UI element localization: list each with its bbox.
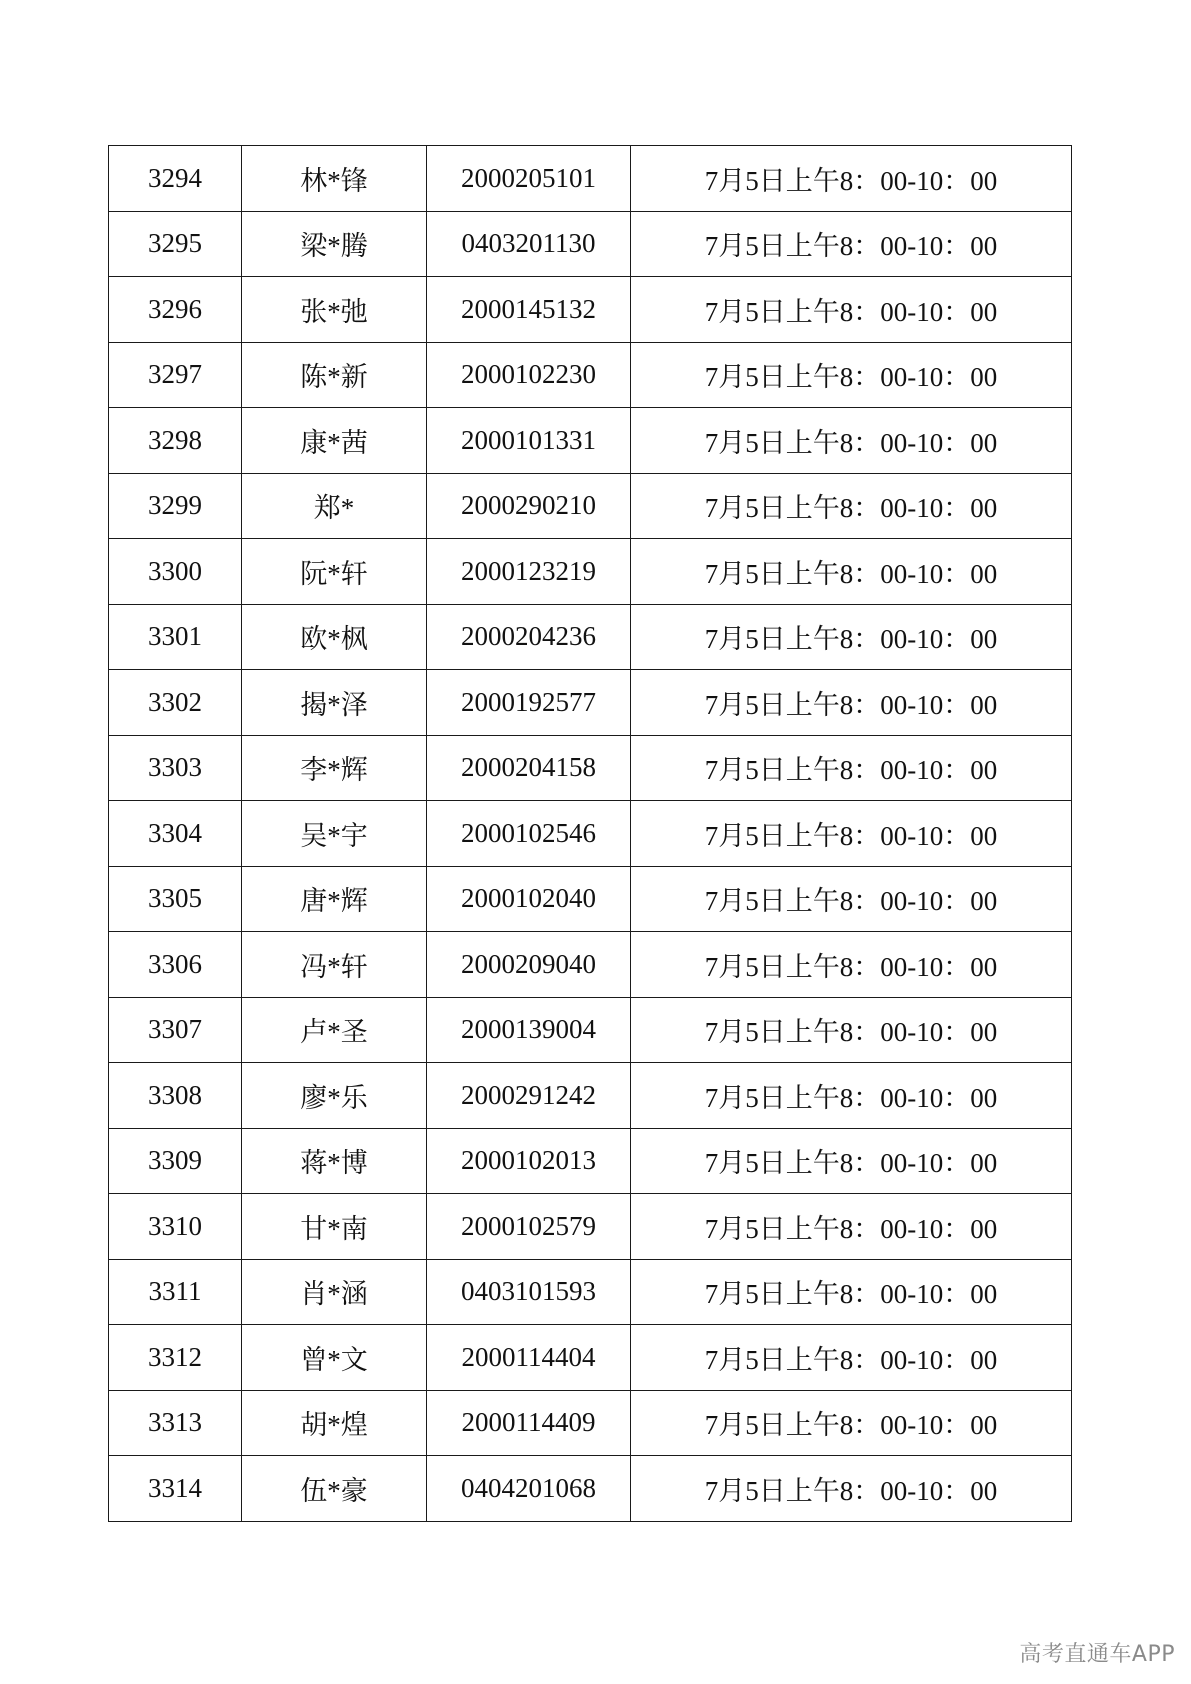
- cell-exam-time: 7月5日上午8：00-10：00: [631, 539, 1072, 605]
- cell-id-number: 2000123219: [427, 539, 631, 605]
- cell-id-number: 0404201068: [427, 1456, 631, 1522]
- cell-serial-number: 3296: [109, 277, 242, 343]
- cell-serial-number: 3295: [109, 211, 242, 277]
- cell-serial-number: 3300: [109, 539, 242, 605]
- table-row: [109, 539, 1072, 605]
- table-row: [109, 473, 1072, 539]
- cell-id-number: 2000204158: [427, 735, 631, 801]
- cell-name: 李*辉: [242, 735, 427, 801]
- cell-id-number: 2000139004: [427, 997, 631, 1063]
- cell-exam-time: 7月5日上午8：00-10：00: [631, 1194, 1072, 1260]
- table-row: [109, 1325, 1072, 1391]
- cell-name: 康*茜: [242, 408, 427, 474]
- cell-id-number: 2000102230: [427, 342, 631, 408]
- table-row: [109, 1063, 1072, 1129]
- cell-exam-time: 7月5日上午8：00-10：00: [631, 997, 1072, 1063]
- cell-id-number: 2000290210: [427, 473, 631, 539]
- cell-id-number: 2000114409: [427, 1390, 631, 1456]
- cell-id-number: 2000209040: [427, 932, 631, 998]
- cell-exam-time: 7月5日上午8：00-10：00: [631, 211, 1072, 277]
- cell-name: 张*弛: [242, 277, 427, 343]
- cell-serial-number: 3308: [109, 1063, 242, 1129]
- cell-name: 梁*腾: [242, 211, 427, 277]
- cell-serial-number: 3301: [109, 604, 242, 670]
- table-row: [109, 801, 1072, 867]
- cell-name: 肖*涵: [242, 1259, 427, 1325]
- cell-serial-number: 3306: [109, 932, 242, 998]
- cell-exam-time: 7月5日上午8：00-10：00: [631, 1063, 1072, 1129]
- cell-exam-time: 7月5日上午8：00-10：00: [631, 408, 1072, 474]
- cell-id-number: 2000101331: [427, 408, 631, 474]
- cell-exam-time: 7月5日上午8：00-10：00: [631, 146, 1072, 212]
- cell-exam-time: 7月5日上午8：00-10：00: [631, 1390, 1072, 1456]
- cell-id-number: 2000145132: [427, 277, 631, 343]
- cell-serial-number: 3297: [109, 342, 242, 408]
- cell-name: 蒋*博: [242, 1128, 427, 1194]
- table-row: [109, 604, 1072, 670]
- cell-exam-time: 7月5日上午8：00-10：00: [631, 277, 1072, 343]
- table-row: [109, 1456, 1072, 1522]
- cell-exam-time: 7月5日上午8：00-10：00: [631, 1259, 1072, 1325]
- cell-serial-number: 3311: [109, 1259, 242, 1325]
- cell-serial-number: 3309: [109, 1128, 242, 1194]
- cell-exam-time: 7月5日上午8：00-10：00: [631, 473, 1072, 539]
- cell-name: 唐*辉: [242, 866, 427, 932]
- cell-exam-time: 7月5日上午8：00-10：00: [631, 670, 1072, 736]
- cell-exam-time: 7月5日上午8：00-10：00: [631, 735, 1072, 801]
- cell-id-number: 2000192577: [427, 670, 631, 736]
- cell-id-number: 2000102013: [427, 1128, 631, 1194]
- table-row: [109, 866, 1072, 932]
- cell-name: 吴*宇: [242, 801, 427, 867]
- cell-exam-time: 7月5日上午8：00-10：00: [631, 1128, 1072, 1194]
- cell-serial-number: 3303: [109, 735, 242, 801]
- cell-id-number: 0403101593: [427, 1259, 631, 1325]
- cell-id-number: 2000205101: [427, 146, 631, 212]
- roster-table-body: [109, 146, 1072, 1522]
- cell-name: 冯*轩: [242, 932, 427, 998]
- table-row: [109, 1390, 1072, 1456]
- roster-table: [108, 145, 1072, 1522]
- cell-name: 阮*轩: [242, 539, 427, 605]
- cell-name: 曾*文: [242, 1325, 427, 1391]
- cell-name: 揭*泽: [242, 670, 427, 736]
- cell-name: 卢*圣: [242, 997, 427, 1063]
- cell-id-number: 2000102579: [427, 1194, 631, 1260]
- cell-serial-number: 3313: [109, 1390, 242, 1456]
- cell-exam-time: 7月5日上午8：00-10：00: [631, 932, 1072, 998]
- cell-name: 廖*乐: [242, 1063, 427, 1129]
- table-row: [109, 1259, 1072, 1325]
- cell-serial-number: 3312: [109, 1325, 242, 1391]
- cell-name: 伍*豪: [242, 1456, 427, 1522]
- cell-id-number: 2000204236: [427, 604, 631, 670]
- cell-id-number: 0403201130: [427, 211, 631, 277]
- table-row: [109, 277, 1072, 343]
- cell-serial-number: 3314: [109, 1456, 242, 1522]
- table-row: [109, 342, 1072, 408]
- cell-exam-time: 7月5日上午8：00-10：00: [631, 1456, 1072, 1522]
- table-row: [109, 1194, 1072, 1260]
- table-row: [109, 211, 1072, 277]
- cell-serial-number: 3304: [109, 801, 242, 867]
- cell-id-number: 2000291242: [427, 1063, 631, 1129]
- cell-serial-number: 3299: [109, 473, 242, 539]
- cell-exam-time: 7月5日上午8：00-10：00: [631, 866, 1072, 932]
- watermark-text: 高考直通车APP: [1019, 1642, 1175, 1667]
- cell-serial-number: 3307: [109, 997, 242, 1063]
- table-row: [109, 146, 1072, 212]
- cell-serial-number: 3298: [109, 408, 242, 474]
- table-row: [109, 1128, 1072, 1194]
- cell-exam-time: 7月5日上午8：00-10：00: [631, 342, 1072, 408]
- cell-exam-time: 7月5日上午8：00-10：00: [631, 801, 1072, 867]
- cell-id-number: 2000114404: [427, 1325, 631, 1391]
- cell-exam-time: 7月5日上午8：00-10：00: [631, 604, 1072, 670]
- cell-name: 甘*南: [242, 1194, 427, 1260]
- table-row: [109, 408, 1072, 474]
- cell-serial-number: 3302: [109, 670, 242, 736]
- cell-name: 欧*枫: [242, 604, 427, 670]
- table-row: [109, 997, 1072, 1063]
- cell-id-number: 2000102546: [427, 801, 631, 867]
- table-row: [109, 735, 1072, 801]
- table-row: [109, 670, 1072, 736]
- cell-exam-time: 7月5日上午8：00-10：00: [631, 1325, 1072, 1391]
- cell-serial-number: 3310: [109, 1194, 242, 1260]
- cell-name: 林*锋: [242, 146, 427, 212]
- cell-name: 郑*: [242, 473, 427, 539]
- cell-name: 胡*煌: [242, 1390, 427, 1456]
- cell-name: 陈*新: [242, 342, 427, 408]
- cell-id-number: 2000102040: [427, 866, 631, 932]
- table-row: [109, 932, 1072, 998]
- cell-serial-number: 3294: [109, 146, 242, 212]
- cell-serial-number: 3305: [109, 866, 242, 932]
